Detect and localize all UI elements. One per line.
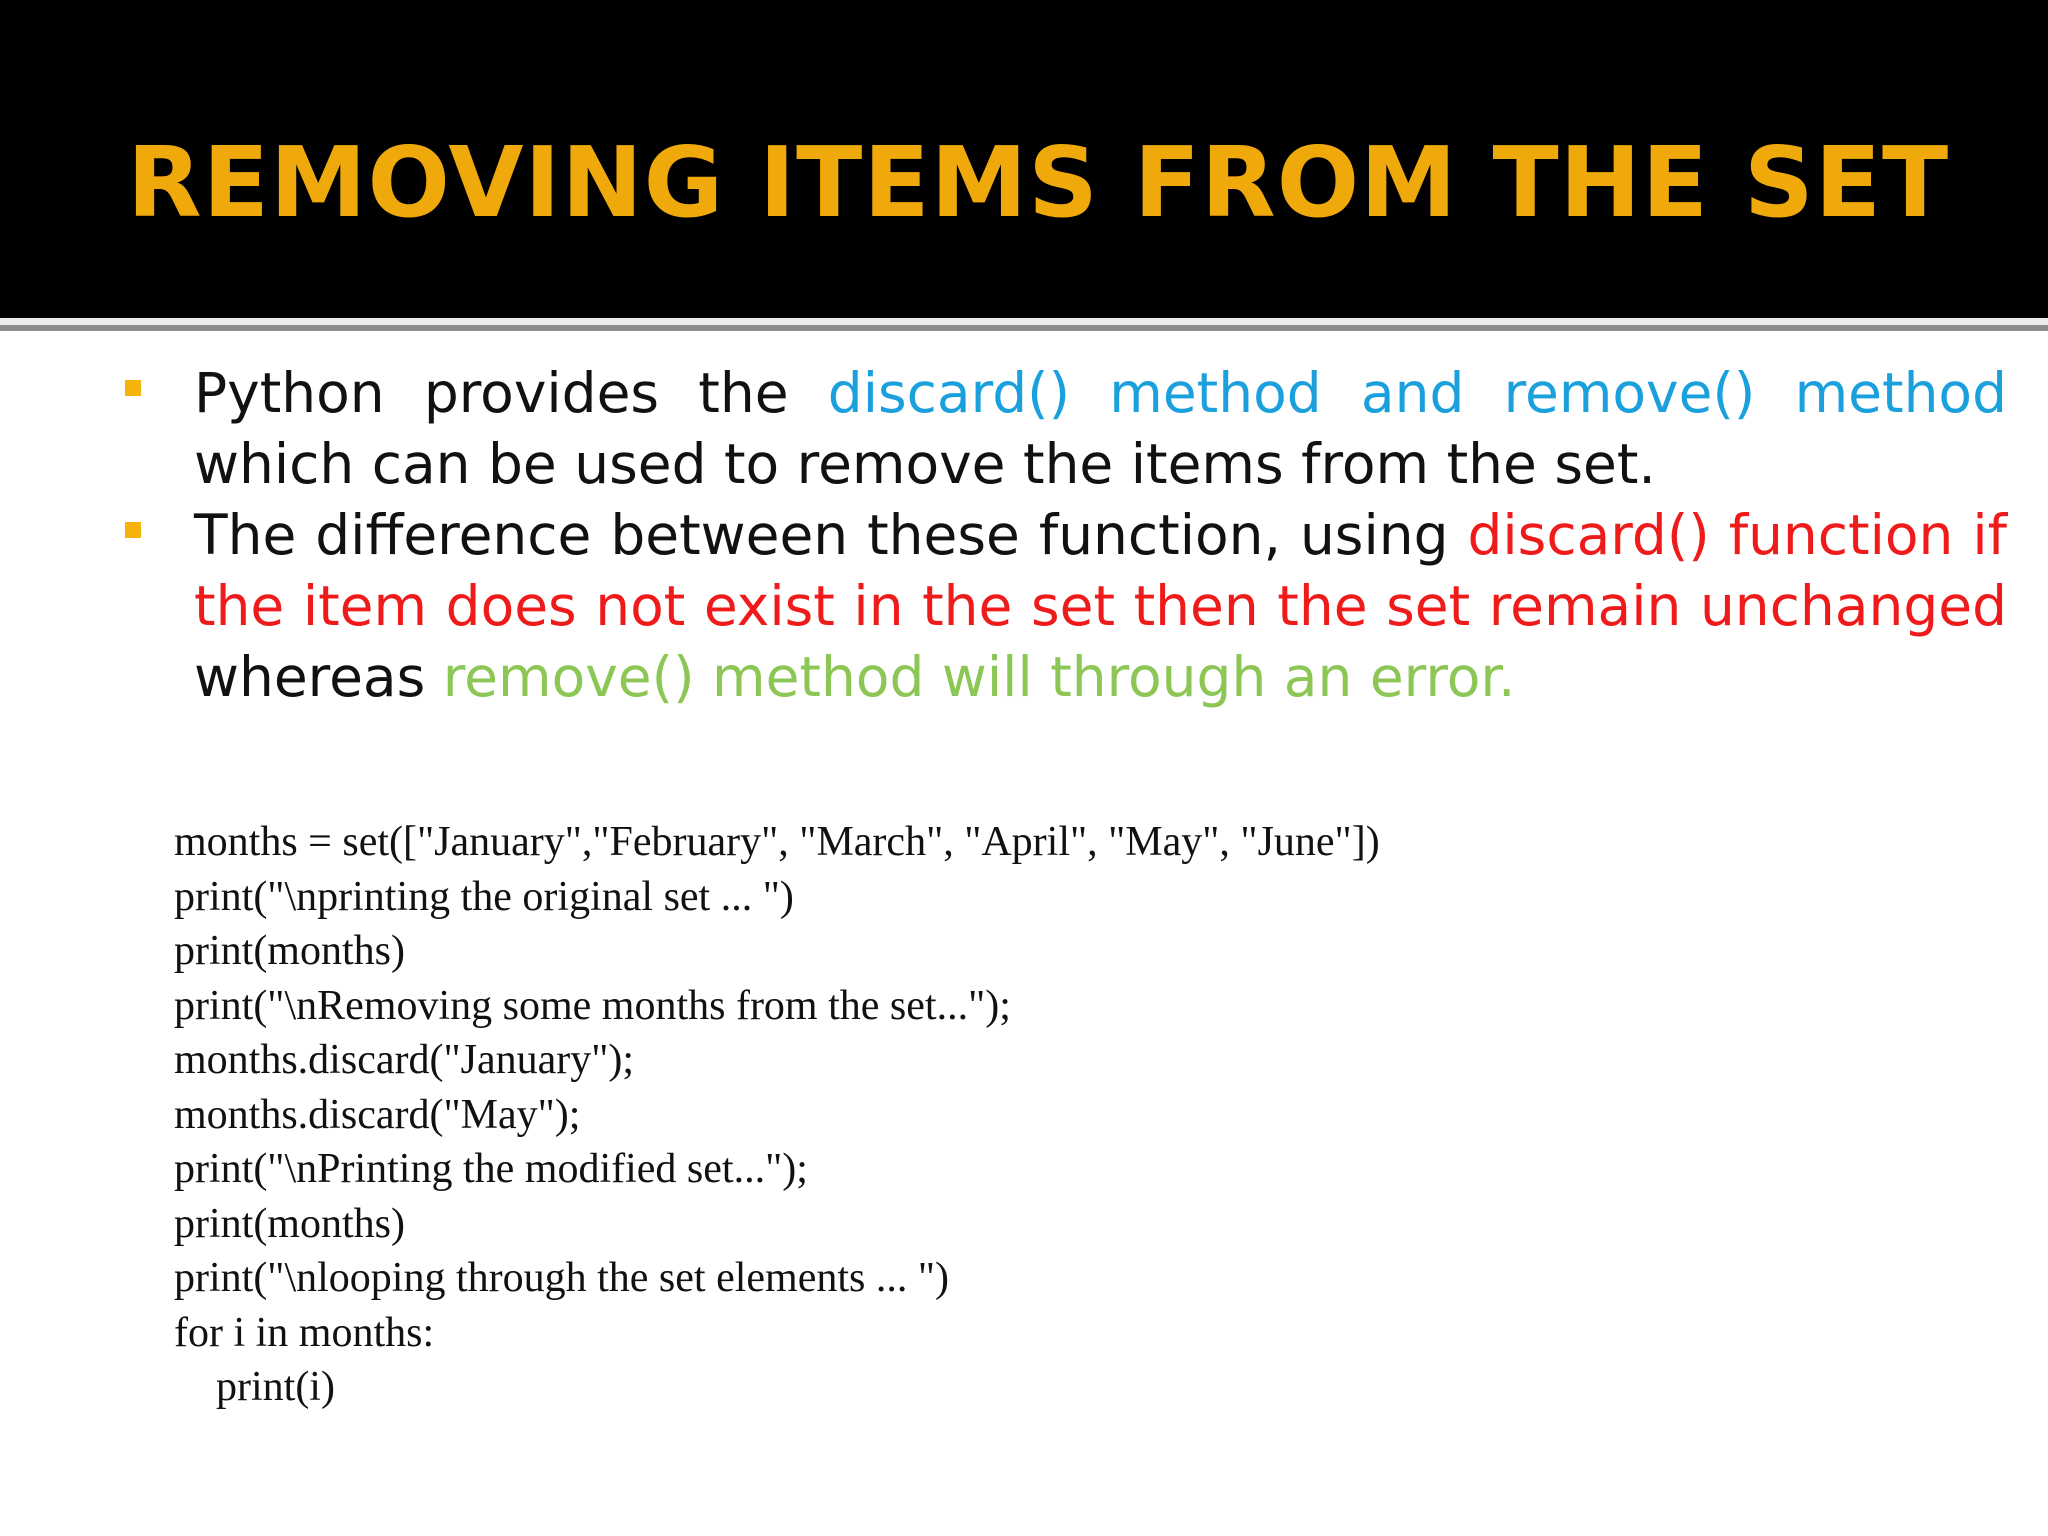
title-divider-dark (0, 325, 2048, 331)
code-line: print("\nRemoving some months from the set..."); (174, 982, 1011, 1029)
code-line: print(i) (174, 1364, 335, 1410)
bullet-text-segment: Python provides the (194, 361, 828, 425)
code-block (174, 815, 1380, 1415)
title-band (0, 0, 2048, 318)
bullet-text-highlight-red: discard() function if the item does not exist in the set then the set remain unchanged (194, 503, 2007, 638)
code-line: print("\nprinting the original set ... ") (174, 873, 794, 920)
code-line: months = set(["January","February", "March", "April", "May", "June"]) (174, 819, 1380, 865)
slide-title: REMOVING ITEMS FROM THE SET (127, 126, 1950, 239)
code-line: months.discard("January"); (174, 1037, 635, 1083)
bullet-text-highlight-green: remove() method will through an error. (442, 645, 1516, 709)
code-line: print(months) (174, 1200, 405, 1247)
code-line: print("\nPrinting the modified set..."); (174, 1146, 808, 1192)
bullet-item (120, 500, 2007, 713)
code-line: months.discard("May"); (174, 1091, 581, 1138)
square-bullet-icon (125, 380, 141, 396)
code-line: for i in months: (174, 1309, 435, 1356)
square-bullet-icon (125, 522, 141, 538)
bullet-text-highlight-blue: discard() method and remove() method (827, 361, 2007, 425)
bullet-list (120, 358, 2007, 713)
code-line: print("\nlooping through the set elements ... ") (174, 1255, 949, 1301)
title-divider-light (0, 318, 2048, 325)
bullet-text-segment: which can be used to remove the items from the set. (194, 432, 1656, 496)
code-line: print(months) (174, 928, 405, 974)
bullet-text-segment: whereas (194, 645, 443, 709)
bullet-item (120, 358, 2007, 500)
bullet-text-segment: The difference between these function, using (194, 503, 1468, 567)
